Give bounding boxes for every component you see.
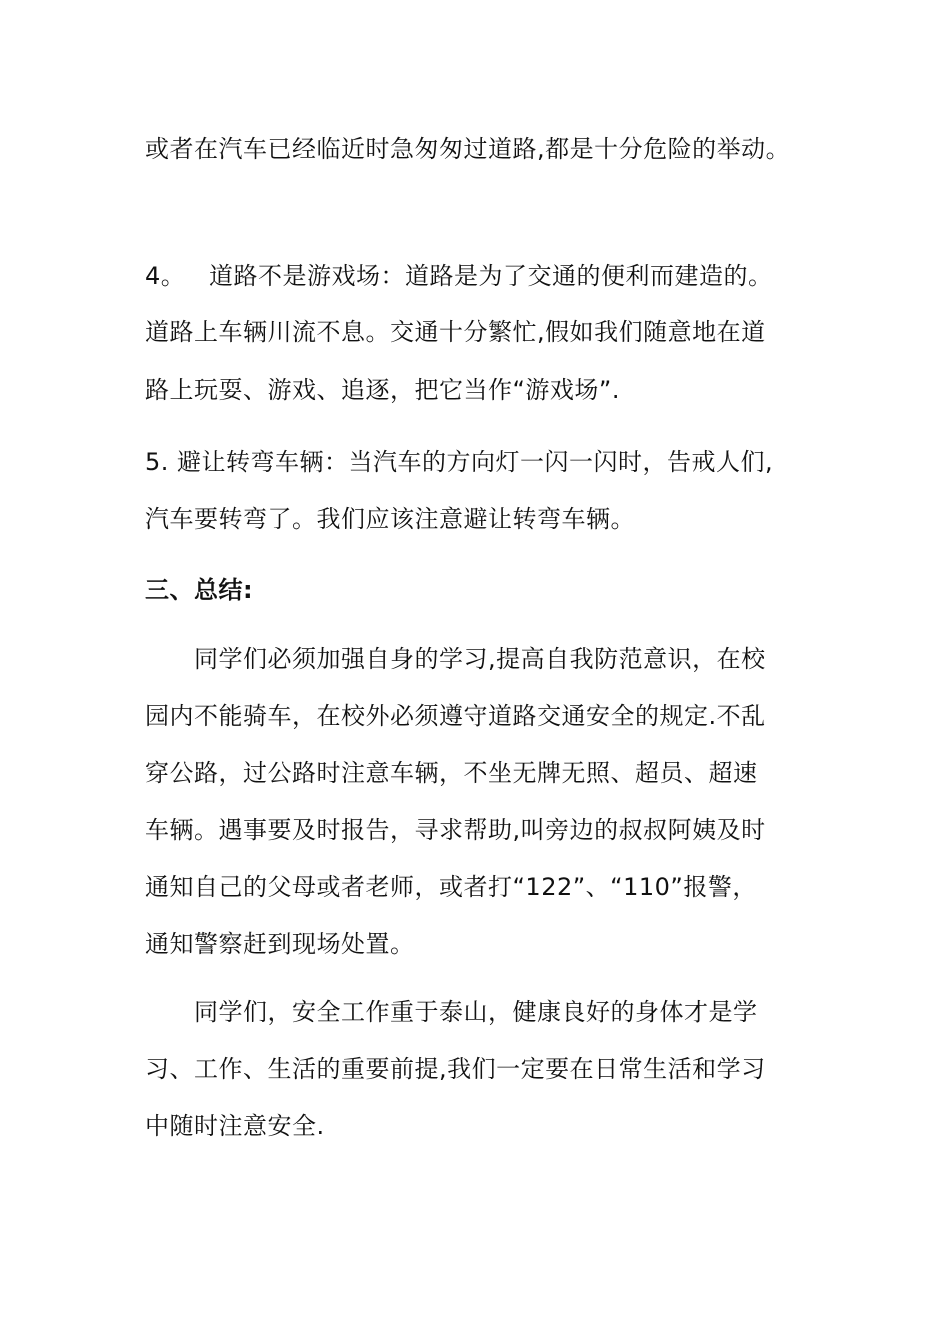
paragraph-line: 道路上车辆川流不息。交通十分繁忙,假如我们随意地在道 [145, 318, 766, 346]
paragraph-line: 园内不能骑车，在校外必须遵守道路交通安全的规定.不乱 [145, 702, 766, 730]
paragraph-line: 通知自己的父母或者老师，或者打“122”、“110”报警， [145, 873, 757, 901]
paragraph-line: 同学们，安全工作重于泰山，健康良好的身体才是学 [194, 998, 758, 1026]
paragraph-line: 汽车要转弯了。我们应该注意避让转弯车辆。 [145, 505, 635, 533]
paragraph-line: 习、工作、生活的重要前提,我们一定要在日常生活和学习 [145, 1055, 766, 1083]
paragraph-line: 路上玩耍、游戏、追逐，把它当作“游戏场”. [145, 376, 620, 404]
item-4-line [145, 260, 773, 292]
paragraph-line: 中随时注意安全. [145, 1112, 325, 1140]
paragraph-line: 车辆。遇事要及时报告，寻求帮助,叫旁边的叔叔阿姨及时 [145, 816, 766, 844]
paragraph-line: 穿公路，过公路时注意车辆，不坐无牌无照、超员、超速 [145, 759, 758, 787]
paragraph-line: 或者在汽车已经临近时急匆匆过道路,都是十分危险的举动。 [145, 135, 791, 163]
item-4-text: 道路不是游戏场：道路是为了交通的便利而建造的。 [209, 262, 773, 290]
section-heading: 三、总结: [145, 576, 254, 604]
item-4-number: 4。 [145, 262, 186, 290]
item-5-line: 5. 避让转弯车辆：当汽车的方向灯一闪一闪时，告戒人们, [145, 448, 774, 476]
paragraph-line: 同学们必须加强自身的学习,提高自我防范意识，在校 [194, 645, 766, 673]
paragraph-line: 通知警察赶到现场处置。 [145, 930, 415, 958]
